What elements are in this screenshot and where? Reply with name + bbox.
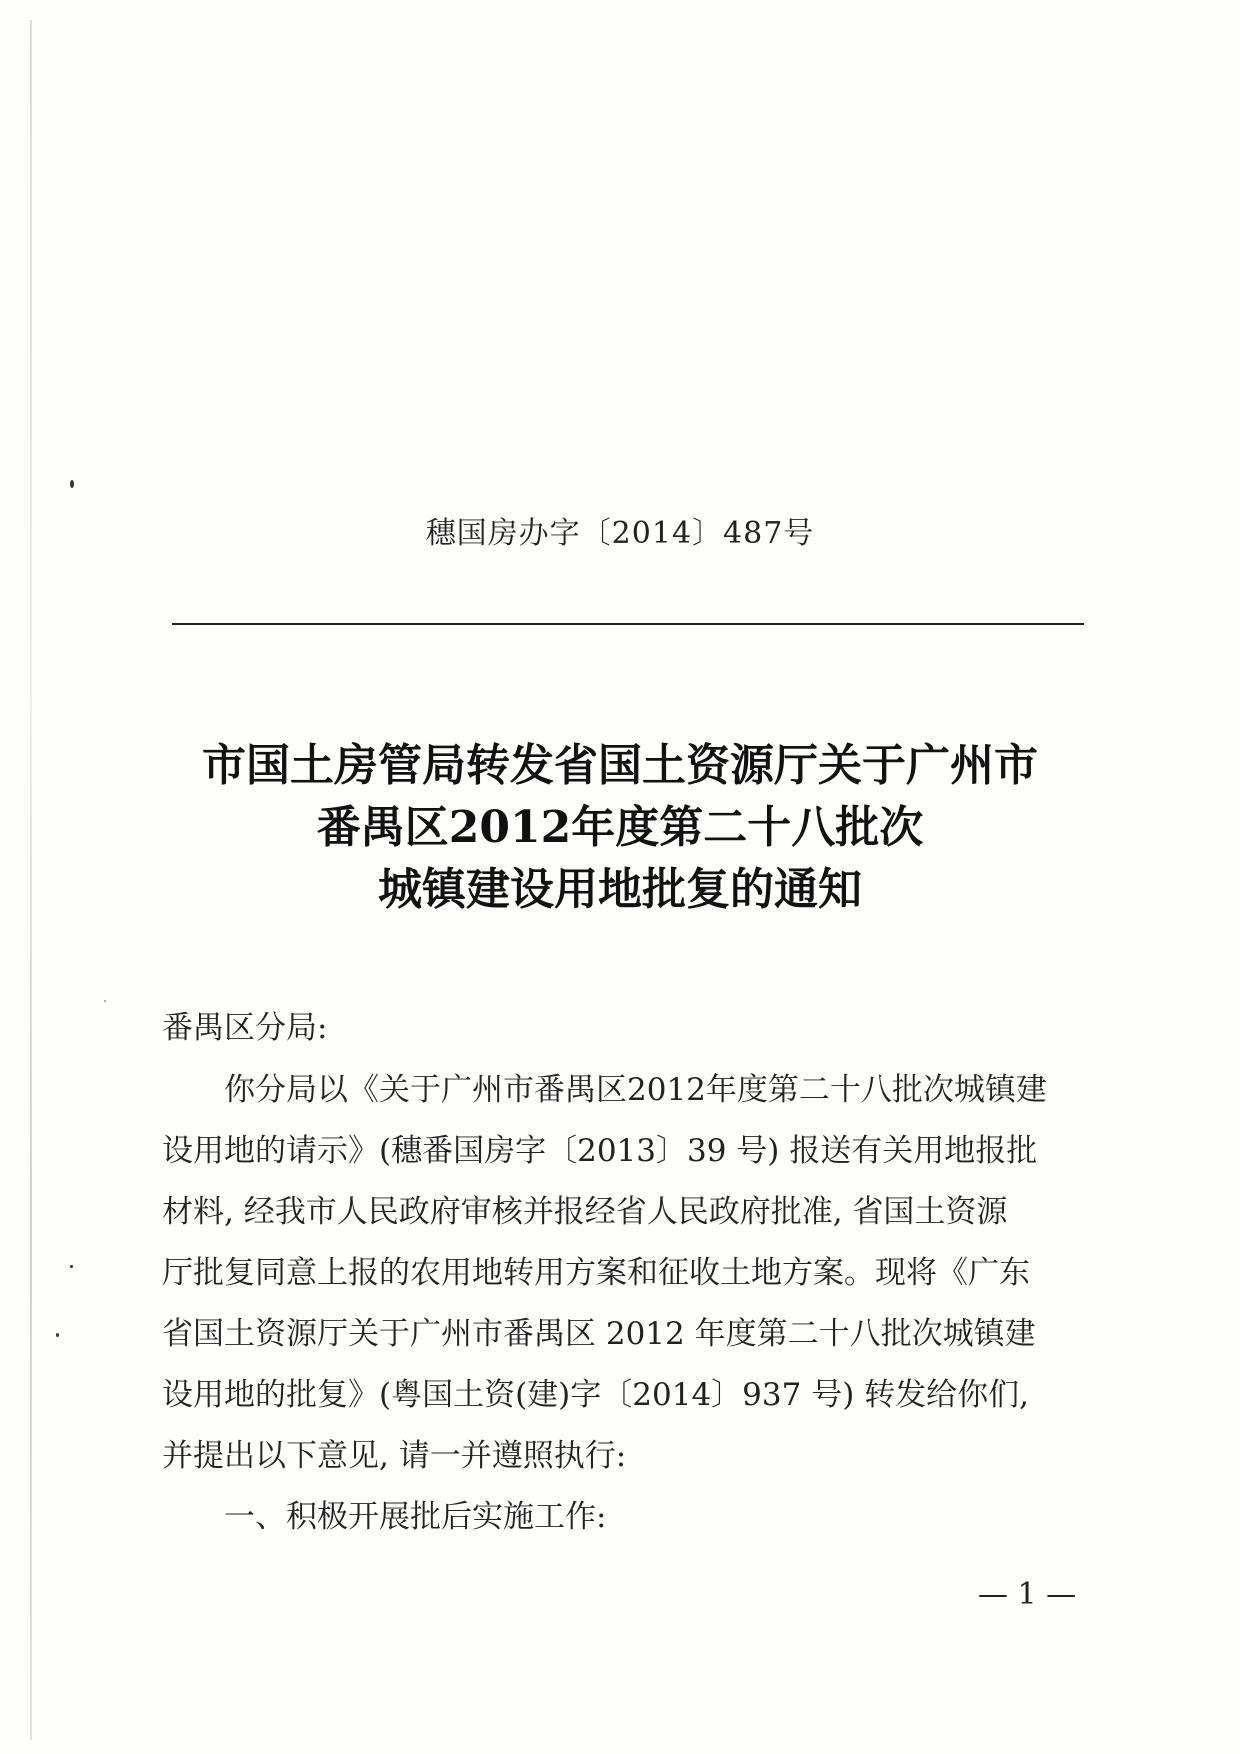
page-number: — 1 —	[978, 1577, 1077, 1612]
section-heading: 一、积极开展批后实施工作:	[224, 1499, 607, 1535]
body-line: 设用地的请示》(穗番国房字〔2013〕39 号) 报送有关用地报批	[162, 1133, 1038, 1169]
header-rule	[172, 623, 1084, 625]
title-line: 城镇建设用地批复的通知	[378, 864, 862, 915]
salutation: 番禺区分局:	[162, 1010, 328, 1046]
body-line: 省国土资源厅关于广州市番禺区 2012 年度第二十八批次城镇建	[162, 1316, 1036, 1352]
document-title	[0, 735, 1240, 921]
scan-speck	[70, 1265, 73, 1268]
body-line: 厅批复同意上报的农用地转用方案和征收土地方案。现将《广东	[162, 1255, 1030, 1291]
scan-speck	[70, 480, 74, 488]
body-text	[162, 1060, 1092, 1548]
body-line: 你分局以《关于广州市番禺区2012年度第二十八批次城镇建	[224, 1072, 1047, 1108]
scan-speck	[56, 1333, 59, 1337]
title-line: 番禺区2012年度第二十八批次	[316, 802, 924, 853]
scan-speck	[104, 1000, 106, 1002]
body-line: 设用地的批复》(粤国土资(建)字〔2014〕937 号) 转发给你们,	[162, 1377, 1029, 1413]
document-number: 穗国房办字〔2014〕487号	[425, 516, 815, 551]
title-line: 市国土房管局转发省国土资源厅关于广州市	[202, 740, 1038, 791]
body-line: 材料, 经我市人民政府审核并报经省人民政府批准, 省国土资源	[162, 1194, 1008, 1230]
body-line: 并提出以下意见, 请一并遵照执行:	[162, 1438, 627, 1474]
